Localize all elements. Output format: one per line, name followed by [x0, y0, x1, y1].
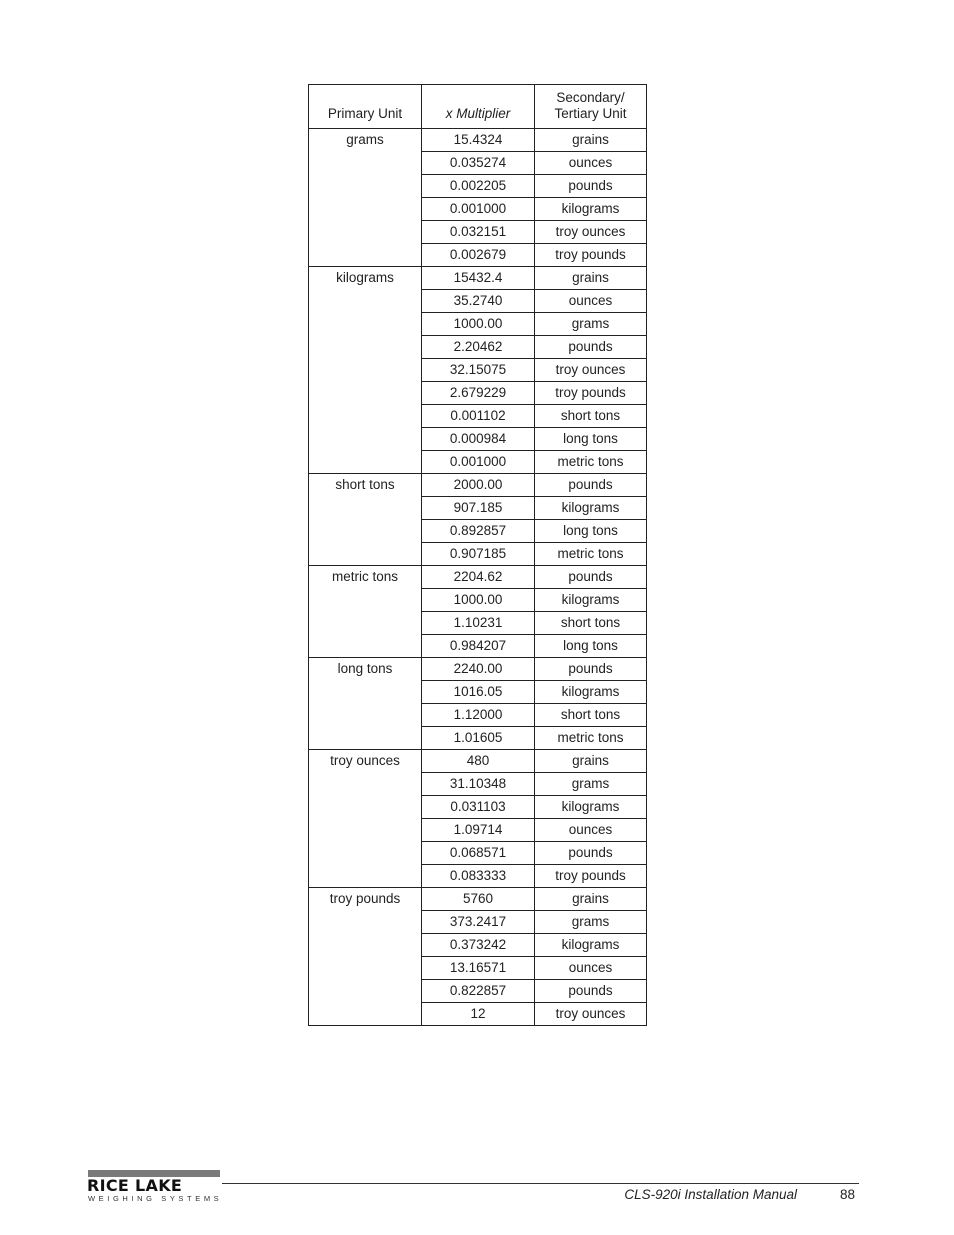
- manual-suffix: Installation Manual: [680, 1187, 797, 1202]
- secondary-unit-cell: kilograms: [535, 681, 647, 704]
- multiplier-cell: 2240.00: [422, 658, 535, 681]
- secondary-unit-cell: metric tons: [535, 451, 647, 474]
- table-row: [309, 474, 647, 497]
- manual-model: CLS-920i: [624, 1187, 681, 1202]
- primary-unit-cell: kilograms: [309, 267, 422, 474]
- multiplier-cell: 0.907185: [422, 543, 535, 566]
- multiplier-cell: 1.12000: [422, 704, 535, 727]
- secondary-unit-cell: short tons: [535, 612, 647, 635]
- multiplier-cell: 0.068571: [422, 842, 535, 865]
- primary-unit-cell: troy pounds: [309, 888, 422, 1026]
- multiplier-cell: 0.002679: [422, 244, 535, 267]
- multiplier-cell: 0.083333: [422, 865, 535, 888]
- secondary-unit-cell: kilograms: [535, 934, 647, 957]
- secondary-unit-cell: kilograms: [535, 497, 647, 520]
- multiplier-cell: 1000.00: [422, 589, 535, 612]
- table-row: [309, 267, 647, 290]
- secondary-unit-cell: short tons: [535, 405, 647, 428]
- multiplier-cell: 13.16571: [422, 957, 535, 980]
- secondary-unit-cell: troy ounces: [535, 1003, 647, 1026]
- secondary-unit-cell: grams: [535, 773, 647, 796]
- primary-unit-cell: troy ounces: [309, 750, 422, 888]
- multiplier-cell: 0.002205: [422, 175, 535, 198]
- secondary-unit-cell: kilograms: [535, 796, 647, 819]
- logo-name: RICE LAKE: [87, 1176, 183, 1195]
- conversion-table: [308, 84, 647, 1026]
- header-secondary-line1: Secondary/: [556, 90, 625, 105]
- header-secondary-unit: [535, 85, 647, 129]
- table-row: [309, 888, 647, 911]
- table-header-row: [309, 85, 647, 129]
- secondary-unit-cell: ounces: [535, 819, 647, 842]
- multiplier-cell: 0.822857: [422, 980, 535, 1003]
- primary-unit-cell: grams: [309, 129, 422, 267]
- table-row: [309, 566, 647, 589]
- multiplier-cell: 0.001000: [422, 451, 535, 474]
- header-secondary-line2: Tertiary Unit: [554, 106, 627, 121]
- logo-subtitle: WEIGHING SYSTEMS: [88, 1194, 223, 1203]
- multiplier-cell: 1.01605: [422, 727, 535, 750]
- header-primary-unit: Primary Unit: [309, 85, 422, 129]
- secondary-unit-cell: ounces: [535, 152, 647, 175]
- page-number: 88: [840, 1187, 856, 1202]
- secondary-unit-cell: troy ounces: [535, 221, 647, 244]
- multiplier-cell: 907.185: [422, 497, 535, 520]
- primary-unit-cell: long tons: [309, 658, 422, 750]
- secondary-unit-cell: grams: [535, 911, 647, 934]
- secondary-unit-cell: grains: [535, 750, 647, 773]
- secondary-unit-cell: metric tons: [535, 727, 647, 750]
- secondary-unit-cell: pounds: [535, 474, 647, 497]
- footer-rule: [222, 1183, 859, 1184]
- multiplier-cell: 1000.00: [422, 313, 535, 336]
- multiplier-cell: 32.15075: [422, 359, 535, 382]
- secondary-unit-cell: pounds: [535, 842, 647, 865]
- secondary-unit-cell: pounds: [535, 658, 647, 681]
- multiplier-cell: 15432.4: [422, 267, 535, 290]
- multiplier-cell: 1.10231: [422, 612, 535, 635]
- secondary-unit-cell: troy pounds: [535, 244, 647, 267]
- multiplier-cell: 12: [422, 1003, 535, 1026]
- multiplier-cell: 31.10348: [422, 773, 535, 796]
- secondary-unit-cell: kilograms: [535, 198, 647, 221]
- table-body: [309, 129, 647, 1026]
- multiplier-cell: 15.4324: [422, 129, 535, 152]
- secondary-unit-cell: ounces: [535, 290, 647, 313]
- secondary-unit-cell: pounds: [535, 336, 647, 359]
- secondary-unit-cell: troy pounds: [535, 382, 647, 405]
- secondary-unit-cell: pounds: [535, 566, 647, 589]
- secondary-unit-cell: long tons: [535, 520, 647, 543]
- multiplier-cell: 2.20462: [422, 336, 535, 359]
- secondary-unit-cell: grains: [535, 888, 647, 911]
- secondary-unit-cell: long tons: [535, 428, 647, 451]
- secondary-unit-cell: grains: [535, 267, 647, 290]
- multiplier-cell: 35.2740: [422, 290, 535, 313]
- secondary-unit-cell: pounds: [535, 175, 647, 198]
- multiplier-cell: 0.001000: [422, 198, 535, 221]
- multiplier-cell: 480: [422, 750, 535, 773]
- table-row: [309, 658, 647, 681]
- rice-lake-logo: [86, 1168, 222, 1204]
- manual-title: [624, 1187, 797, 1202]
- multiplier-cell: 373.2417: [422, 911, 535, 934]
- multiplier-cell: 0.000984: [422, 428, 535, 451]
- secondary-unit-cell: grams: [535, 313, 647, 336]
- secondary-unit-cell: grains: [535, 129, 647, 152]
- secondary-unit-cell: long tons: [535, 635, 647, 658]
- multiplier-cell: 0.984207: [422, 635, 535, 658]
- secondary-unit-cell: troy pounds: [535, 865, 647, 888]
- primary-unit-cell: metric tons: [309, 566, 422, 658]
- multiplier-cell: 0.892857: [422, 520, 535, 543]
- multiplier-cell: 5760: [422, 888, 535, 911]
- multiplier-cell: 2204.62: [422, 566, 535, 589]
- multiplier-cell: 0.035274: [422, 152, 535, 175]
- multiplier-cell: 0.032151: [422, 221, 535, 244]
- secondary-unit-cell: kilograms: [535, 589, 647, 612]
- table-row: [309, 129, 647, 152]
- multiplier-cell: 0.031103: [422, 796, 535, 819]
- table-row: [309, 750, 647, 773]
- multiplier-cell: 0.373242: [422, 934, 535, 957]
- multiplier-cell: 0.001102: [422, 405, 535, 428]
- multiplier-cell: 1016.05: [422, 681, 535, 704]
- secondary-unit-cell: metric tons: [535, 543, 647, 566]
- multiplier-cell: 1.09714: [422, 819, 535, 842]
- header-multiplier: x Multiplier: [422, 85, 535, 129]
- multiplier-cell: 2000.00: [422, 474, 535, 497]
- secondary-unit-cell: pounds: [535, 980, 647, 1003]
- secondary-unit-cell: short tons: [535, 704, 647, 727]
- primary-unit-cell: short tons: [309, 474, 422, 566]
- multiplier-cell: 2.679229: [422, 382, 535, 405]
- secondary-unit-cell: troy ounces: [535, 359, 647, 382]
- secondary-unit-cell: ounces: [535, 957, 647, 980]
